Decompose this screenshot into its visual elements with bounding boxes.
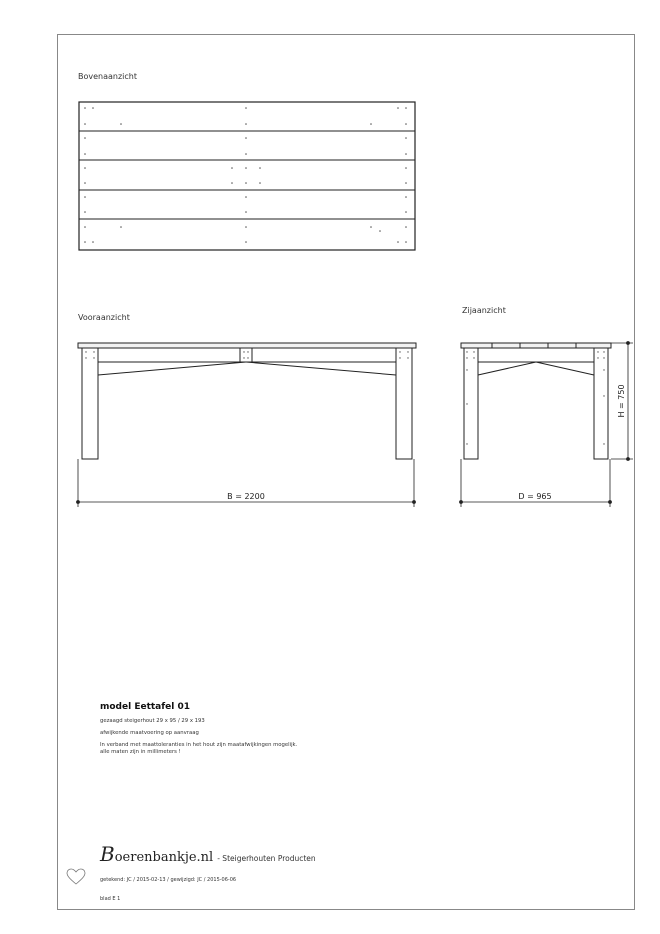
- front-right-leg: [396, 348, 412, 459]
- drawing-meta: getekend: JC / 2015-02-13 / gewijzigd: JC / 2015-06-06: [100, 877, 237, 883]
- side-brace-right: [536, 362, 594, 375]
- brand-logo-letter: B: [100, 842, 115, 866]
- top-view: [79, 102, 415, 250]
- front-brace-left: [98, 362, 246, 375]
- side-left-leg: [464, 348, 478, 459]
- side-view-label: Zijaanzicht: [462, 306, 506, 315]
- note-custom-size: afwijkende maatvoering op aanvraag: [100, 730, 199, 736]
- side-right-leg: [594, 348, 608, 459]
- width-dimension-label: B = 2200: [227, 492, 265, 501]
- front-brace-right: [246, 362, 396, 375]
- side-brace-left: [478, 362, 536, 375]
- height-dimension-label: H = 750: [617, 384, 626, 418]
- front-view-label: Vooraanzicht: [78, 313, 130, 322]
- heart-outline-icon: [66, 868, 86, 886]
- model-title: model Eettafel 01: [100, 702, 191, 712]
- sheet-number: blad E 1: [100, 896, 121, 902]
- front-left-leg: [82, 348, 98, 459]
- side-tabletop: [461, 343, 611, 348]
- note-units: alle maten zijn in millimeters !: [100, 749, 181, 755]
- top-view-label: Bovenaanzicht: [78, 72, 138, 81]
- tabletop-outline: [79, 102, 415, 250]
- front-view: [78, 343, 416, 459]
- depth-dimension-label: D = 965: [518, 492, 552, 501]
- top-view-screws: [84, 107, 407, 243]
- brand-block: [100, 842, 316, 866]
- brand-tagline: - Steigerhouten Producten: [217, 854, 316, 863]
- brand-site: oerenbankje.nl: [114, 850, 214, 865]
- model-notes: [100, 702, 297, 756]
- note-material: gezaagd steigerhout 29 x 95 / 29 x 193: [100, 718, 205, 724]
- side-view: [461, 343, 611, 459]
- note-tolerance: In verband met maattoleranties in het hout zijn maatafwijkingen mogelijk.: [100, 742, 298, 748]
- front-tabletop: [78, 343, 416, 348]
